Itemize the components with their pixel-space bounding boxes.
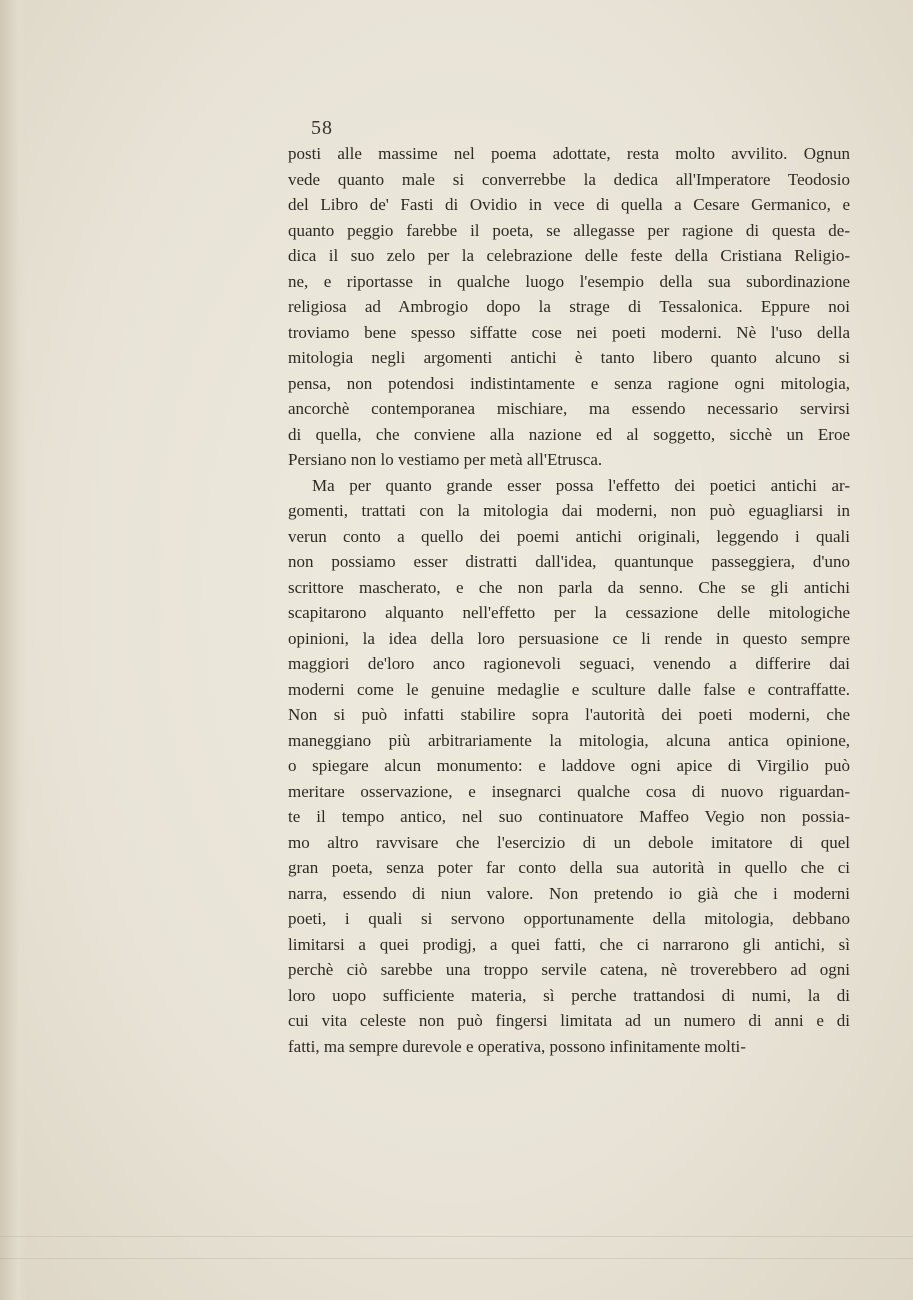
text-line: perchè ciò sarebbe una troppo servile catena, nè troverebbero ad ogni	[288, 960, 850, 979]
text-line: pensa, non potendosi indistintamente e senza ragione ogni mitologia,	[288, 373, 850, 393]
text-line: quanto peggio farebbe il poeta, se allegasse per ragione di questa de-	[288, 220, 850, 240]
text-line: te il tempo antico, nel suo continuatore Maffeo Vegio non possia-	[288, 807, 850, 826]
text-line: loro uopo sufficiente materia, sì perche trattandosi di numi, la di	[288, 985, 850, 1005]
text-line: meritare osservazione, e insegnarci qualche cosa di nuovo riguardan-	[288, 781, 850, 801]
text-line: Ma per quanto grande esser possa l'effetto dei poetici antichi ar-	[312, 475, 850, 495]
text-line: del Libro de' Fasti di Ovidio in vece di quella a Cesare Germanico, e	[288, 195, 850, 214]
text-line: di quella, che conviene alla nazione ed al soggetto, sicchè un Eroe	[288, 424, 850, 444]
text-line: Non si può infatti stabilire sopra l'autorità dei poeti moderni, che	[288, 705, 850, 724]
text-line: limitarsi a quei prodigj, a quei fatti, che ci narrarono gli antichi, sì	[288, 934, 850, 954]
text-line: vede quanto male si converrebbe la dedica all'Imperatore Teodosio	[288, 169, 850, 189]
text-line: scapitarono alquanto nell'effetto per la cessazione delle mitologiche	[288, 603, 850, 622]
text-line: cui vita celeste non può fingersi limitata ad un numero di anni e di	[288, 1011, 850, 1030]
text-line: scrittore mascherato, e che non parla da senno. Che se gli antichi	[288, 577, 850, 597]
text-line: opinioni, la idea della loro persuasione ce li rende in questo sempre	[288, 628, 850, 648]
text-line: mo altro ravvisare che l'esercizio di un debole imitatore di quel	[288, 832, 850, 852]
text-line: non possiamo esser distratti dall'idea, quantunque passeggiera, d'uno	[288, 552, 850, 571]
page-edge	[0, 0, 26, 1300]
paper-crease	[0, 1258, 913, 1259]
paragraph	[288, 141, 850, 473]
text-line: maggiori de'loro anco ragionevoli seguaci, venendo a differire dai	[288, 654, 850, 673]
text-line: posti alle massime nel poema adottate, resta molto avvilito. Ognun	[288, 144, 850, 163]
text-line: moderni come le genuine medaglie e sculture dalle false e contraffatte.	[288, 679, 850, 699]
text-line: dica il suo zelo per la celebrazione delle feste della Cristiana Religio-	[288, 246, 850, 265]
paper-crease	[0, 1236, 913, 1237]
text-line: o spiegare alcun monumento: e laddove ogni apice di Virgilio può	[288, 756, 850, 775]
text-line: maneggiano più arbitrariamente la mitologia, alcuna antica opinione,	[288, 730, 850, 750]
text-line: ancorchè contemporanea mischiare, ma essendo necessario servirsi	[288, 399, 850, 418]
text-line: mitologia negli argomenti antichi è tanto libero quanto alcuno si	[288, 348, 850, 367]
text-line: troviamo bene spesso siffatte cose nei poeti moderni. Nè l'uso della	[288, 322, 850, 342]
text-line: fatti, ma sempre durevole e operativa, possono infinitamente molti-	[288, 1036, 746, 1056]
text-line: religiosa ad Ambrogio dopo la strage di Tessalonica. Eppure noi	[288, 297, 850, 316]
paragraph	[288, 473, 850, 1060]
text-line: Persiano non lo vestiamo per metà all'Etrusca.	[288, 450, 603, 469]
body-text	[288, 141, 850, 1059]
text-line: gomenti, trattati con la mitologia dai moderni, non può eguagliarsi in	[288, 501, 850, 520]
text-line: narra, essendo di niun valore. Non pretendo io già che i moderni	[288, 883, 850, 903]
text-line: gran poeta, senza poter far conto della sua autorità in quello che ci	[288, 858, 850, 877]
text-line: verun conto a quello dei poemi antichi originali, leggendo i quali	[288, 526, 850, 546]
text-line: poeti, i quali si servono opportunamente della mitologia, debbano	[288, 909, 850, 928]
text-line: ne, e riportasse in qualche luogo l'esempio della sua subordinazione	[288, 271, 850, 291]
page-number: 58	[311, 117, 333, 139]
